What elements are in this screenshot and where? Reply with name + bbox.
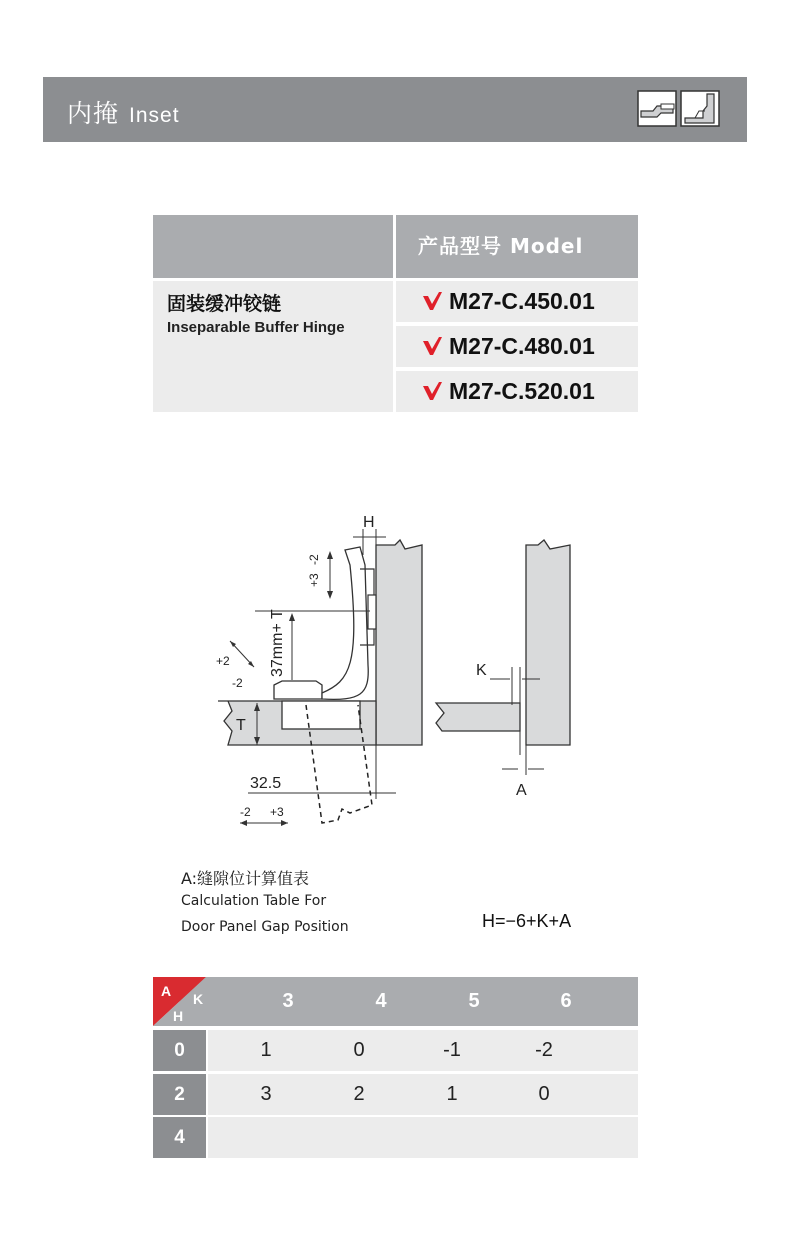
k-value: 4	[375, 990, 387, 1012]
table-row	[208, 1117, 638, 1158]
k-value: 5	[468, 990, 480, 1012]
calc-title-en-2: Door Panel Gap Position	[181, 919, 349, 935]
table-cell: 0	[538, 1083, 550, 1105]
check-icon	[422, 382, 442, 400]
table-cell: 2	[353, 1083, 365, 1105]
table-cell: 1	[260, 1039, 272, 1061]
k-header-row	[206, 977, 638, 1026]
svg-text:H: H	[173, 1008, 184, 1024]
door-panel-right	[436, 703, 520, 731]
svg-text:H: H	[363, 514, 375, 531]
svg-text:32.5: 32.5	[250, 775, 282, 792]
svg-text:-2: -2	[232, 676, 243, 690]
table-cell: -2	[535, 1039, 553, 1061]
a-value: 2	[153, 1074, 206, 1115]
table-cell: 3	[260, 1083, 272, 1105]
hinge-installation-diagram	[210, 505, 590, 835]
model-row	[396, 371, 638, 412]
gap-table	[153, 977, 638, 1158]
model-table	[153, 215, 638, 412]
hinge-arm	[322, 547, 368, 699]
svg-text:+2: +2	[216, 654, 230, 668]
a-value: 0	[153, 1030, 206, 1071]
model-number: M27-C.480.01	[449, 333, 595, 359]
table-corner-cell	[153, 977, 206, 1026]
model-number: M27-C.520.01	[449, 378, 595, 404]
check-icon	[422, 292, 442, 310]
table-cell: 0	[353, 1039, 365, 1061]
svg-text:+3: +3	[270, 805, 284, 819]
model-table-header: 产品型号 Model	[396, 215, 638, 278]
svg-text:K: K	[476, 662, 487, 679]
model-row	[396, 281, 638, 322]
section-title	[67, 94, 180, 130]
svg-text:+3: +3	[307, 573, 321, 587]
side-panel-right	[526, 540, 570, 745]
section-banner	[43, 77, 747, 142]
calc-title-cn: A:缝隙位计算值表	[181, 869, 310, 888]
svg-text:K: K	[193, 991, 204, 1007]
table-cell: -1	[443, 1039, 461, 1061]
inset-mounting-icon	[637, 89, 721, 129]
check-icon	[422, 337, 442, 355]
k-value: 6	[560, 990, 572, 1012]
svg-text:A: A	[516, 782, 527, 799]
k-value: 3	[282, 990, 294, 1012]
gap-formula: H=−6+K+A	[482, 911, 572, 931]
a-value: 4	[153, 1117, 206, 1158]
svg-text:T: T	[236, 717, 246, 734]
title-cn: 内掩	[67, 99, 120, 128]
svg-text:37mm+ T: 37mm+ T	[269, 609, 286, 677]
model-row	[396, 326, 638, 367]
title-en: Inset	[129, 104, 180, 127]
hinge-cup	[282, 701, 360, 729]
product-name-cell	[153, 281, 393, 412]
table-cell: 1	[446, 1083, 458, 1105]
svg-text:-2: -2	[307, 554, 321, 565]
model-number: M27-C.450.01	[449, 288, 595, 314]
svg-text:-2: -2	[240, 805, 251, 819]
product-name-en: Inseparable Buffer Hinge	[167, 319, 345, 336]
side-panel	[376, 540, 422, 745]
product-name-cn: 固装缓冲铰链	[167, 293, 282, 315]
svg-text:A: A	[161, 983, 172, 999]
calc-title-en-1: Calculation Table For	[181, 893, 327, 909]
model-table-header-blank	[153, 215, 393, 278]
